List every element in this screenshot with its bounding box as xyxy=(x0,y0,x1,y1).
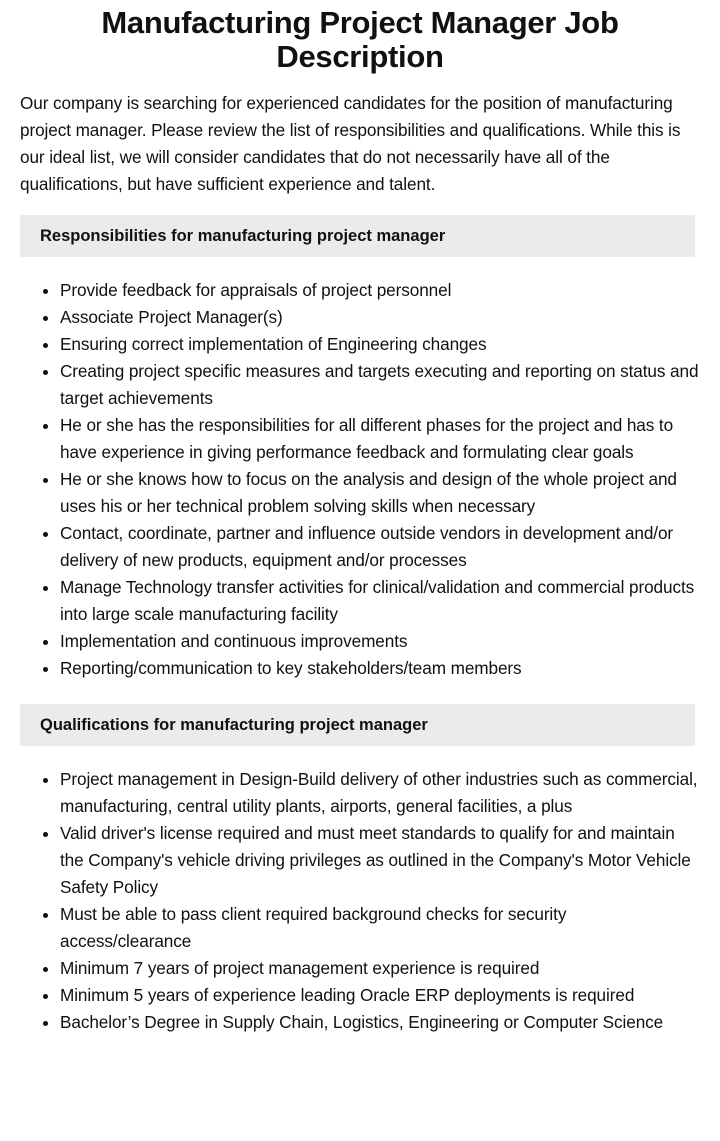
list-item: • Valid driver's license required and must meet standards to qualify for and maintain the Company's vehicle driving privileges as outlined in the Company's Motor Vehicle Safety Policy xyxy=(60,820,700,901)
list-item: • Bachelor’s Degree in Supply Chain, Logistics, Engineering or Computer Science xyxy=(60,1009,700,1036)
list-item: • Associate Project Manager(s) xyxy=(60,304,700,331)
list-item: • Reporting/communication to key stakeholders/team members xyxy=(60,655,700,682)
list-item: • Must be able to pass client required background checks for security access/clearance xyxy=(60,901,700,955)
list-item: • Creating project specific measures and targets executing and reporting on status and target achievements xyxy=(60,358,700,412)
list-item: • Implementation and continuous improvements xyxy=(60,628,700,655)
responsibilities-list xyxy=(0,277,720,682)
list-item: • He or she has the responsibilities for all different phases for the project and has to have experience in giving performance feedback and formulating clear goals xyxy=(60,412,700,466)
responsibilities-heading: Responsibilities for manufacturing project manager xyxy=(20,215,695,257)
list-item: • He or she knows how to focus on the analysis and design of the whole project and uses his or her technical problem solving skills when necessary xyxy=(60,466,700,520)
qualifications-list xyxy=(0,766,720,1036)
qualifications-heading: Qualifications for manufacturing project manager xyxy=(20,704,695,746)
list-item: • Contact, coordinate, partner and influence outside vendors in development and/or delivery of new products, equipment and/or processes xyxy=(60,520,700,574)
list-item: • Ensuring correct implementation of Engineering changes xyxy=(60,331,700,358)
list-item: • Manage Technology transfer activities for clinical/validation and commercial products into large scale manufacturing facility xyxy=(60,574,700,628)
list-item: • Minimum 7 years of project management experience is required xyxy=(60,955,700,982)
list-item: • Project management in Design-Build delivery of other industries such as commercial, manufacturing, central utility plants, airports, general facilities, a plus xyxy=(60,766,700,820)
list-item: • Provide feedback for appraisals of project personnel xyxy=(60,277,700,304)
list-item: • Minimum 5 years of experience leading Oracle ERP deployments is required xyxy=(60,982,700,1009)
intro-paragraph: Our company is searching for experienced candidates for the position of manufacturing project manager. Please review the list of responsibilities and qualifications. While this is our ideal list, we will consider candidates that do not necessarily have all of the qualifications, but have sufficient experience and talent. xyxy=(20,93,681,194)
page-title: Manufacturing Project Manager Job Description xyxy=(101,5,619,74)
